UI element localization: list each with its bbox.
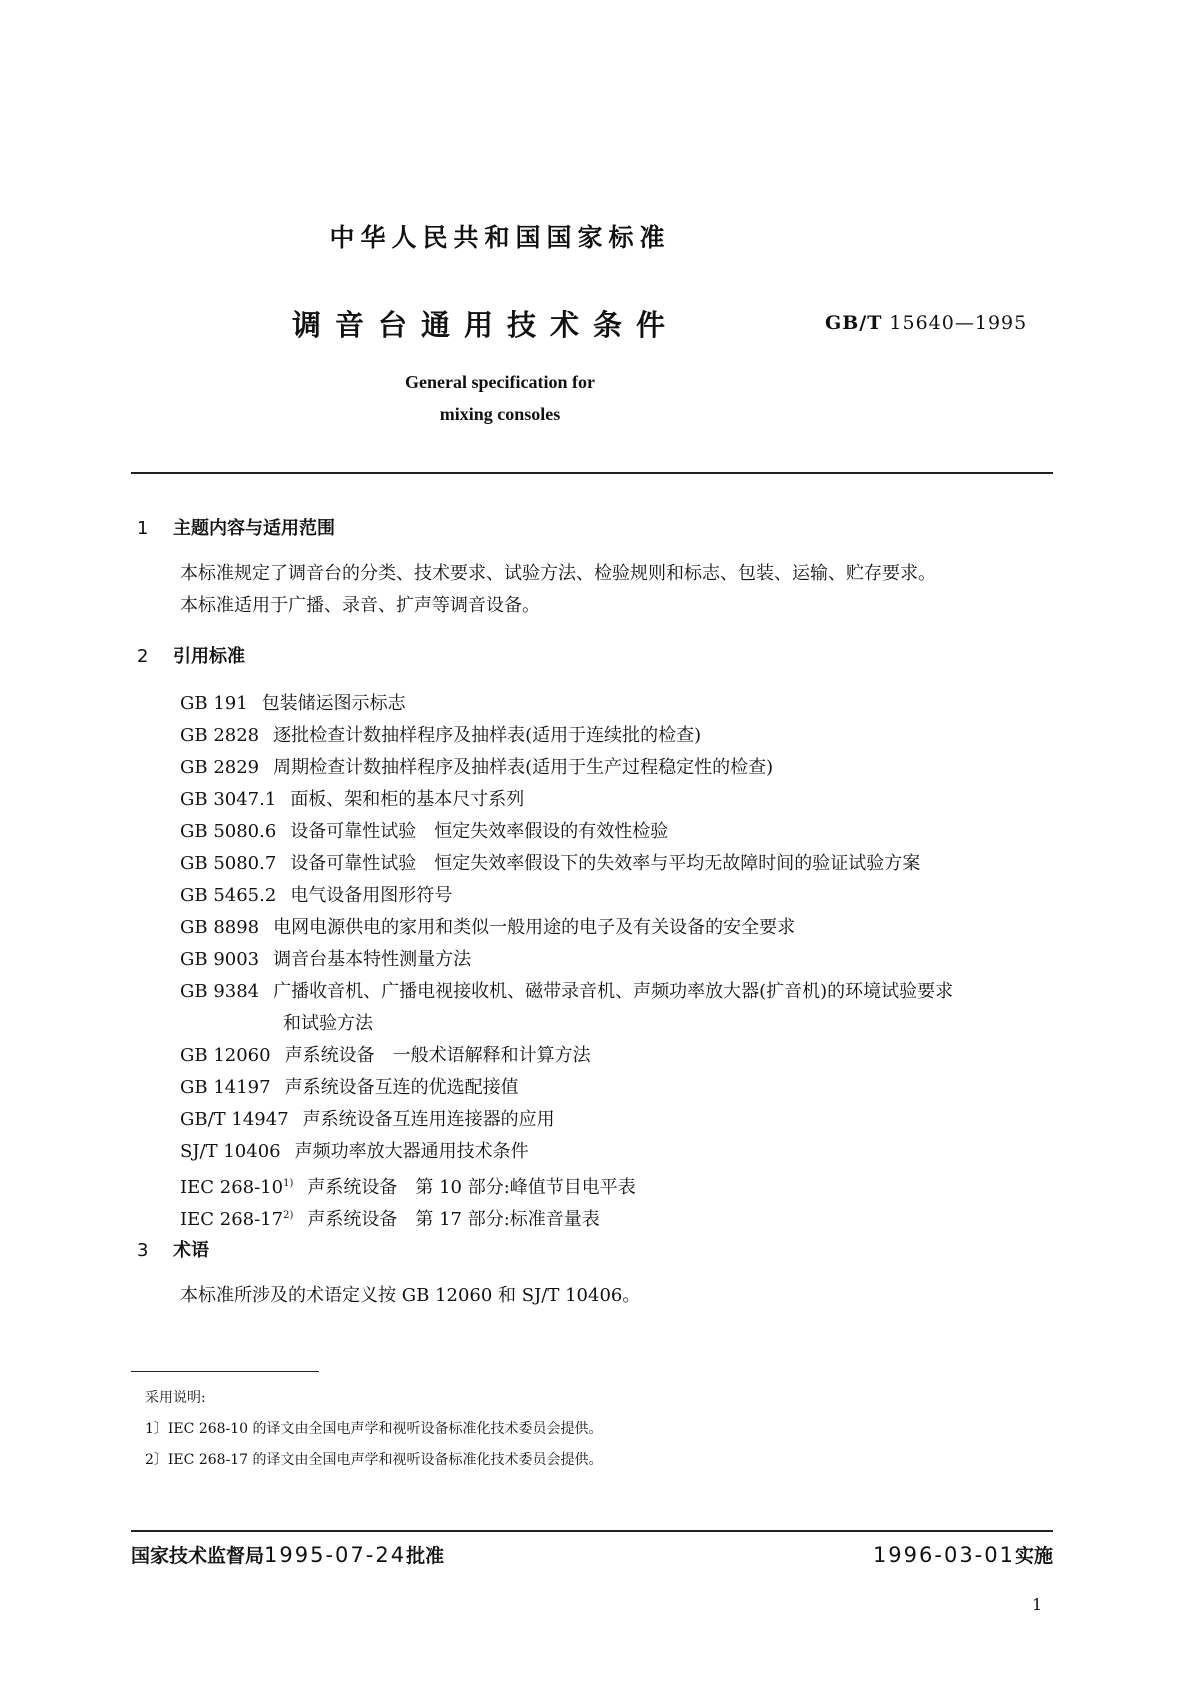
section-number: 1 bbox=[137, 518, 149, 539]
section-2-heading bbox=[137, 642, 245, 668]
reference-item bbox=[180, 912, 1060, 944]
footnote-divider bbox=[131, 1371, 319, 1372]
standard-number-value: 15640—1995 bbox=[889, 312, 1028, 334]
section-3-heading bbox=[137, 1236, 209, 1262]
ref-title: 声频功率放大器通用技术条件 bbox=[294, 1141, 529, 1162]
effective-label: 实施 bbox=[1014, 1545, 1053, 1567]
reference-item bbox=[180, 1072, 1060, 1104]
footnote-marker: 1) bbox=[283, 1178, 294, 1189]
section-1-heading bbox=[137, 514, 335, 540]
ref-title: 声系统设备 第 10 部分:峰值节目电平表 bbox=[307, 1177, 636, 1198]
approval-line bbox=[131, 1541, 444, 1568]
footnote-1: 1〕IEC 268-10 的译文由全国电声学和视听设备标准化技术委员会提供。 bbox=[145, 1421, 603, 1437]
section-3-body bbox=[180, 1280, 640, 1312]
reference-item bbox=[180, 976, 1060, 1040]
reference-item bbox=[180, 1040, 1060, 1072]
standard-number bbox=[825, 312, 1027, 334]
ref-code: GB 12060 bbox=[180, 1045, 271, 1066]
ref-code: GB 2829 bbox=[180, 757, 260, 778]
english-title bbox=[0, 366, 1000, 430]
effective-date: 1996-03-01 bbox=[872, 1543, 1015, 1567]
reference-item bbox=[180, 1104, 1060, 1136]
ref-code: GB 5465.2 bbox=[180, 885, 277, 906]
reference-item bbox=[180, 848, 1060, 880]
ref-code: GB 9384 bbox=[180, 981, 260, 1002]
standard-title: 调音台通用技术条件 bbox=[292, 308, 680, 342]
section-number: 3 bbox=[137, 1240, 149, 1261]
ref-code: GB 191 bbox=[180, 693, 248, 714]
ref-title: 电网电源供电的家用和类似一般用途的电子及有关设备的安全要求 bbox=[273, 917, 796, 938]
ref-title: 声系统设备 第 17 部分:标准音量表 bbox=[307, 1209, 600, 1230]
ref-title: 声系统设备 一般术语解释和计算方法 bbox=[284, 1045, 591, 1066]
paragraph: 本标准规定了调音台的分类、技术要求、试验方法、检验规则和标志、包装、运输、贮存要求。 bbox=[180, 563, 936, 584]
reference-item bbox=[180, 816, 1060, 848]
standard-prefix: GB/T bbox=[825, 312, 883, 334]
approval-date: 1995-07-24 bbox=[264, 1543, 407, 1567]
effective-line bbox=[873, 1541, 1053, 1568]
footnote-marker: 2) bbox=[283, 1210, 294, 1221]
ref-title: 包装储运图示标志 bbox=[261, 693, 406, 714]
approval-label: 批准 bbox=[406, 1545, 445, 1567]
ref-title: 面板、架和柜的基本尺寸系列 bbox=[290, 789, 525, 810]
ref-title: 声系统设备互连的优选配接值 bbox=[284, 1077, 519, 1098]
ref-title: 声系统设备互连用连接器的应用 bbox=[302, 1109, 555, 1130]
ref-code: GB 14197 bbox=[180, 1077, 271, 1098]
reference-item bbox=[180, 1168, 1060, 1200]
ref-code: GB 5080.7 bbox=[180, 853, 277, 874]
ref-code: SJ/T 10406 bbox=[180, 1141, 281, 1162]
ref-code-text: IEC 268-17 bbox=[180, 1209, 284, 1230]
section-title: 术语 bbox=[173, 1240, 209, 1261]
ref-code-text: IEC 268-10 bbox=[180, 1177, 284, 1198]
ref-title: 设备可靠性试验 恒定失效率假设的有效性检验 bbox=[290, 821, 669, 842]
header-divider bbox=[131, 472, 1053, 474]
reference-item bbox=[180, 1200, 1060, 1232]
ref-code: GB 9003 bbox=[180, 949, 260, 970]
ref-title: 电气设备用图形符号 bbox=[290, 885, 453, 906]
ref-code: GB 8898 bbox=[180, 917, 260, 938]
paragraph: 本标准所涉及的术语定义按 GB 12060 和 SJ/T 10406。 bbox=[180, 1285, 641, 1306]
ref-title: 逐批检查计数抽样程序及抽样表(适用于连续批的检查) bbox=[273, 725, 702, 746]
ref-code bbox=[180, 1168, 293, 1204]
reference-item bbox=[180, 752, 1060, 784]
paragraph: 本标准适用于广播、录音、扩声等调音设备。 bbox=[180, 595, 540, 616]
section-title: 主题内容与适用范围 bbox=[173, 518, 335, 539]
ref-code: GB/T 14947 bbox=[180, 1109, 289, 1130]
reference-item bbox=[180, 720, 1060, 752]
ref-code bbox=[180, 1200, 293, 1236]
ref-code: GB 2828 bbox=[180, 725, 260, 746]
ref-title: 周期检查计数抽样程序及抽样表(适用于生产过程稳定性的检查) bbox=[273, 757, 774, 778]
section-number: 2 bbox=[137, 646, 149, 667]
footnotes bbox=[145, 1383, 603, 1476]
english-title-line1: General specification for bbox=[405, 372, 595, 392]
section-title: 引用标准 bbox=[173, 646, 245, 667]
ref-code: GB 3047.1 bbox=[180, 789, 277, 810]
reference-item bbox=[180, 880, 1060, 912]
ref-title: 调音台基本特性测量方法 bbox=[273, 949, 472, 970]
page-number: 1 bbox=[1032, 1595, 1043, 1614]
reference-item bbox=[180, 784, 1060, 816]
reference-item bbox=[180, 688, 1060, 720]
ref-title: 设备可靠性试验 恒定失效率假设下的失效率与平均无故障时间的验证试验方案 bbox=[290, 853, 921, 874]
ref-title: 广播收音机、广播电视接收机、磁带录音机、声频功率放大器(扩音机)的环境试验要求 bbox=[273, 981, 954, 1002]
national-standard-header: 中华人民共和国国家标准 bbox=[329, 223, 671, 252]
footnote-heading: 采用说明: bbox=[145, 1390, 206, 1406]
footnote-2: 2〕IEC 268-17 的译文由全国电声学和视听设备标准化技术委员会提供。 bbox=[145, 1452, 603, 1468]
reference-item bbox=[180, 1136, 1060, 1168]
english-title-line2: mixing consoles bbox=[439, 404, 561, 424]
footer-divider bbox=[131, 1530, 1053, 1532]
reference-list bbox=[180, 688, 1060, 1232]
section-1-body bbox=[180, 558, 936, 622]
reference-item bbox=[180, 944, 1060, 976]
ref-code: GB 5080.6 bbox=[180, 821, 277, 842]
ref-title-continuation: 和试验方法 bbox=[283, 1013, 373, 1034]
approval-org: 国家技术监督局 bbox=[131, 1545, 265, 1567]
